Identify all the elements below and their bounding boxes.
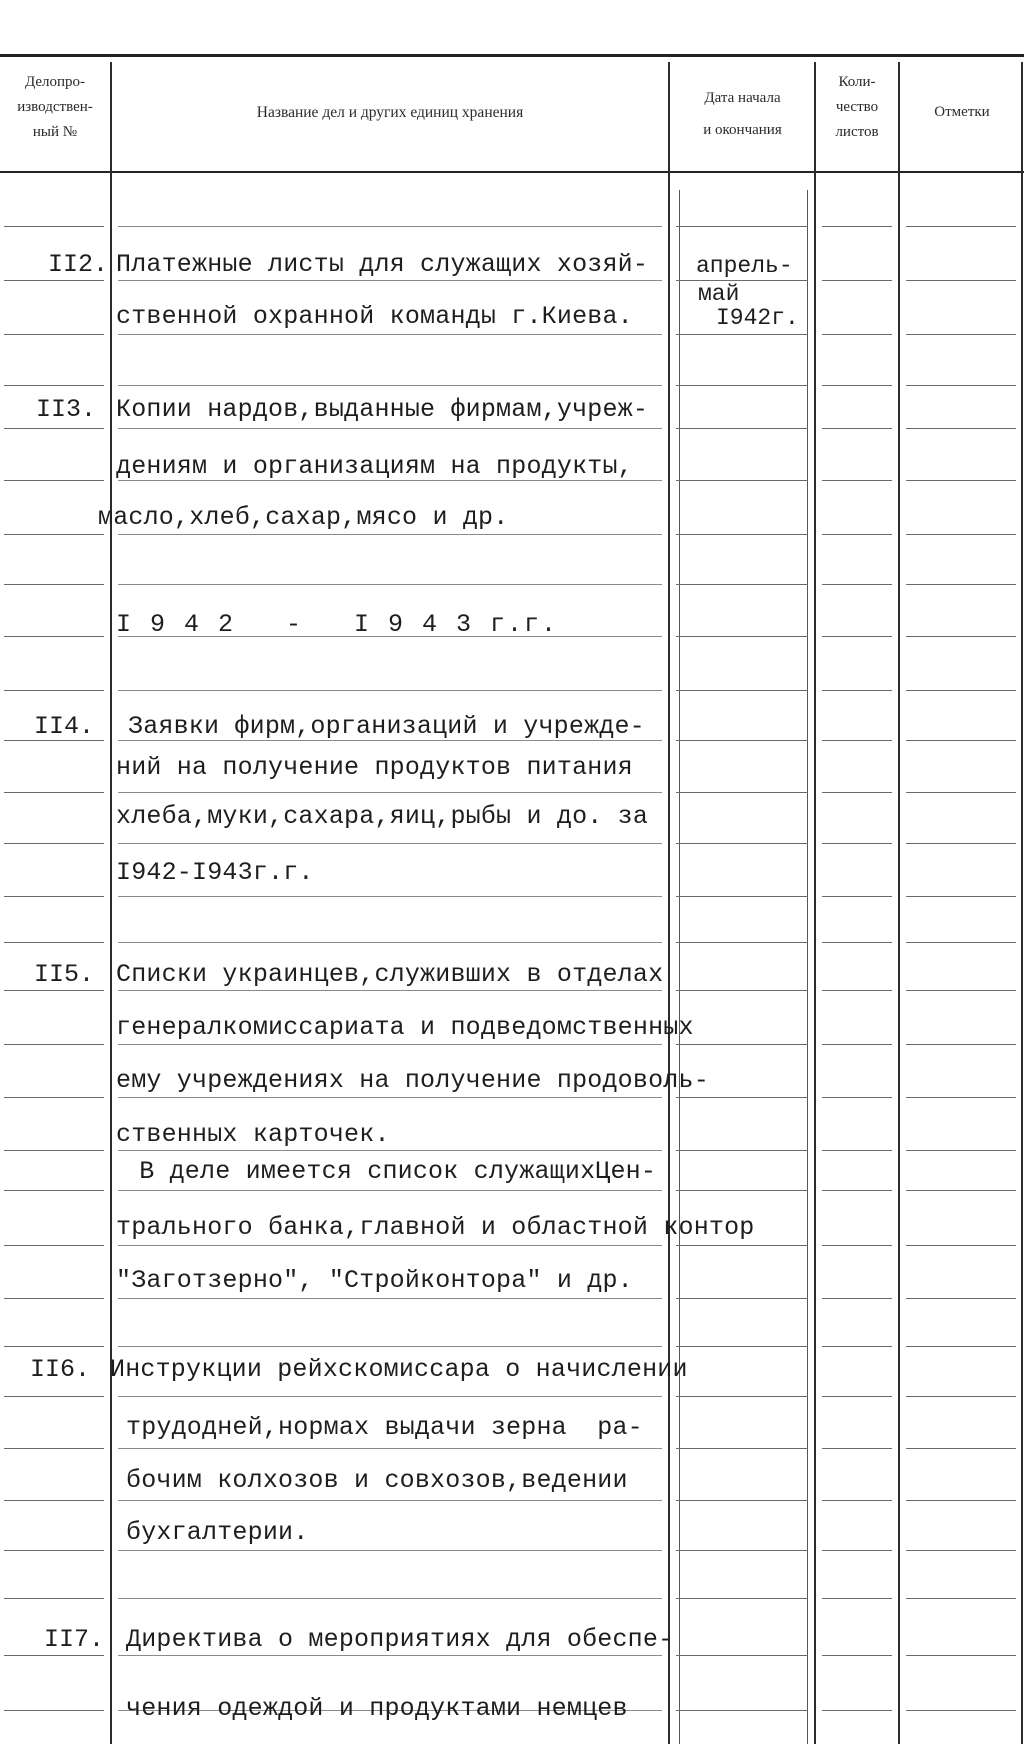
entry-text-line: ственной охранной команды г.Киева. (116, 302, 633, 331)
entry-date: апрель- (696, 253, 793, 279)
ruled-line (822, 942, 892, 943)
column-rule (1021, 62, 1023, 1744)
ruled-line (906, 990, 1016, 991)
ruled-line (118, 1190, 662, 1191)
column-rule (668, 62, 670, 1744)
entry-number: II3. (36, 395, 97, 424)
ruled-line (822, 584, 892, 585)
ruled-line (4, 385, 104, 386)
ruled-line (822, 1396, 892, 1397)
ruled-line (906, 334, 1016, 335)
ruled-line (4, 226, 104, 227)
ruled-line (118, 534, 662, 535)
ruled-line (822, 428, 892, 429)
ruled-line (906, 1150, 1016, 1151)
ruled-line (906, 1550, 1016, 1551)
ruled-line (4, 1245, 104, 1246)
ruled-line (118, 1150, 662, 1151)
entry-text-line: чения одеждой и продуктами немцев (126, 1694, 628, 1723)
ruled-line (118, 990, 662, 991)
ruled-line (118, 1550, 662, 1551)
ruled-line (4, 480, 104, 481)
ruled-line (822, 226, 892, 227)
header-number-column: Делопро- изводствен- ный № (17, 74, 93, 140)
ruled-line (118, 385, 662, 386)
ruled-line (4, 792, 104, 793)
ruled-line (822, 1346, 892, 1347)
entry-text-line: Директива о мероприятиях для обеспе- (126, 1625, 674, 1654)
ruled-line (676, 1245, 808, 1246)
ruled-line (676, 1044, 808, 1045)
ruled-line (906, 1097, 1016, 1098)
entry-date: I942г. (716, 305, 799, 331)
ruled-line (676, 1598, 808, 1599)
ruled-line (118, 690, 662, 691)
ruled-line (906, 740, 1016, 741)
ruled-line (822, 690, 892, 691)
ruled-line (676, 1710, 808, 1711)
ruled-line (906, 1245, 1016, 1246)
ruled-line (822, 896, 892, 897)
ruled-line (4, 1097, 104, 1098)
entry-text-line: Инструкции рейхскомиссара о начислении (110, 1355, 688, 1384)
ruled-line (906, 792, 1016, 793)
ruled-line (822, 1150, 892, 1151)
ruled-line (118, 1448, 662, 1449)
ruled-line (822, 534, 892, 535)
ruled-line (676, 636, 808, 637)
ruled-line (676, 1655, 808, 1656)
ruled-line (4, 690, 104, 691)
ruled-line (118, 843, 662, 844)
ruled-line (676, 280, 808, 281)
ruled-line (4, 1396, 104, 1397)
ruled-line (906, 1298, 1016, 1299)
ruled-line (4, 334, 104, 335)
ruled-line (118, 1245, 662, 1246)
entry-text-line: В деле имеется список служащихЦен- (124, 1157, 657, 1186)
ruled-line (822, 1710, 892, 1711)
ruled-line (822, 280, 892, 281)
ruled-line (676, 1550, 808, 1551)
ruled-line (822, 385, 892, 386)
entry-text-line: дениям и организациям на продукты, (116, 452, 633, 481)
entry-text-line: Копии нардов,выданные фирмам,учреж- (116, 395, 649, 424)
entry-number: II6. (30, 1355, 91, 1384)
ruled-line (822, 1448, 892, 1449)
ruled-line (4, 584, 104, 585)
ruled-line (118, 792, 662, 793)
column-rule (898, 62, 900, 1744)
entry-text-line: Заявки фирм,организаций и учрежде- (128, 712, 645, 741)
ruled-line (906, 385, 1016, 386)
ruled-line (118, 584, 662, 585)
ruled-line (906, 534, 1016, 535)
ruled-line (822, 1598, 892, 1599)
ruled-line (822, 1298, 892, 1299)
ruled-line (4, 1150, 104, 1151)
ruled-line (906, 1710, 1016, 1711)
entry-text-line: ний на получение продуктов питания (116, 753, 633, 782)
ruled-line (676, 942, 808, 943)
entry-text-line: трудодней,нормах выдачи зерна ра- (126, 1413, 643, 1442)
ruled-line (906, 690, 1016, 691)
entry-number: II7. (44, 1625, 105, 1654)
entry-text-line: I942-I943г.г. (116, 858, 314, 887)
column-rule (110, 62, 112, 1744)
column-rule (679, 190, 680, 1744)
ruled-line (676, 584, 808, 585)
entry-number: II4. (34, 712, 95, 741)
entry-number: II5. (34, 960, 95, 989)
ruled-line (118, 942, 662, 943)
ruled-line (822, 334, 892, 335)
ruled-line (118, 1655, 662, 1656)
ruled-line (4, 1598, 104, 1599)
header-dates-column: Дата начала и окончания (703, 90, 782, 138)
ruled-line (4, 896, 104, 897)
ruled-line (676, 990, 808, 991)
entry-text-line: ему учреждениях на получение продоволь- (116, 1066, 709, 1095)
ruled-line (118, 1500, 662, 1501)
ruled-line (4, 1190, 104, 1191)
ruled-line (676, 690, 808, 691)
ruled-line (4, 1655, 104, 1656)
ruled-line (676, 1448, 808, 1449)
header-bottom-rule (0, 171, 1024, 173)
ruled-line (118, 280, 662, 281)
ruled-line (822, 1097, 892, 1098)
ruled-line (4, 1710, 104, 1711)
ruled-line (906, 1044, 1016, 1045)
ruled-line (906, 226, 1016, 227)
ruled-line (822, 843, 892, 844)
entry-text-line: бухгалтерии. (126, 1518, 309, 1547)
entry-text-line: трального банка,главной и областной контор (116, 1213, 755, 1242)
ruled-line (4, 1550, 104, 1551)
ruled-line (4, 280, 104, 281)
ruled-line (118, 334, 662, 335)
ruled-line (676, 1150, 808, 1151)
ruled-line (676, 792, 808, 793)
column-rule (814, 62, 816, 1744)
ruled-line (4, 942, 104, 943)
ruled-line (676, 1500, 808, 1501)
entry-text-line: Платежные листы для служащих хозяй- (116, 250, 649, 279)
ruled-line (906, 1346, 1016, 1347)
ruled-line (906, 896, 1016, 897)
ruled-line (822, 1190, 892, 1191)
ruled-line (118, 1598, 662, 1599)
header-sheets-column: Коли- чество листов (835, 74, 879, 140)
ruled-line (906, 843, 1016, 844)
ruled-line (4, 1346, 104, 1347)
ruled-line (676, 896, 808, 897)
ruled-line (822, 1044, 892, 1045)
header-notes-column: Отметки (934, 104, 990, 120)
entry-date: май (698, 281, 740, 307)
entry-years: I 9 4 2 - I 9 4 3 г.г. (116, 610, 559, 639)
ruled-line (906, 480, 1016, 481)
ruled-line (676, 226, 808, 227)
ruled-line (4, 428, 104, 429)
ruled-line (676, 1190, 808, 1191)
ruled-line (906, 428, 1016, 429)
ruled-line (4, 1448, 104, 1449)
ruled-line (4, 1298, 104, 1299)
ruled-line (676, 334, 808, 335)
entry-number: II2. (48, 250, 109, 279)
ruled-line (4, 636, 104, 637)
ruled-line (822, 636, 892, 637)
ruled-line (822, 990, 892, 991)
ruled-line (118, 1346, 662, 1347)
ruled-line (906, 636, 1016, 637)
ruled-line (822, 1655, 892, 1656)
ruled-line (4, 990, 104, 991)
entry-text-line: хлеба,муки,сахара,яиц,рыбы и до. за (116, 802, 649, 831)
ruled-line (4, 1044, 104, 1045)
ruled-line (676, 534, 808, 535)
ruled-line (906, 1396, 1016, 1397)
header-title-column: Название дел и других единиц хранения (256, 104, 524, 121)
ruled-line (4, 843, 104, 844)
entry-text-line: генералкомиссариата и подведомственных (116, 1013, 694, 1042)
ruled-line (118, 896, 662, 897)
ruled-line (906, 1500, 1016, 1501)
ruled-line (822, 480, 892, 481)
ruled-line (822, 792, 892, 793)
ruled-line (906, 1190, 1016, 1191)
ruled-line (676, 385, 808, 386)
ruled-line (822, 740, 892, 741)
ruled-line (676, 1396, 808, 1397)
ruled-line (676, 740, 808, 741)
ruled-line (906, 1448, 1016, 1449)
ruled-line (118, 226, 662, 227)
entry-text-line: масло,хлеб,сахар,мясо и др. (98, 503, 509, 532)
ruled-line (906, 942, 1016, 943)
ruled-line (676, 1298, 808, 1299)
ruled-line (118, 1044, 662, 1045)
ruled-line (4, 1500, 104, 1501)
entry-text-line: "Заготзерно", "Стройконтора" и др. (116, 1266, 633, 1295)
ruled-line (822, 1550, 892, 1551)
ruled-line (676, 1097, 808, 1098)
ruled-line (676, 1346, 808, 1347)
ruled-line (906, 1655, 1016, 1656)
ruled-line (676, 480, 808, 481)
ruled-line (118, 1298, 662, 1299)
entry-text-line: бочим колхозов и совхозов,ведении (126, 1466, 628, 1495)
ruled-line (822, 1500, 892, 1501)
ruled-line (906, 584, 1016, 585)
entry-text-line: Списки украинцев,служивших в отделах (116, 960, 664, 989)
ruled-line (676, 843, 808, 844)
header-top-rule (0, 54, 1024, 57)
ruled-line (676, 428, 808, 429)
ruled-line (4, 534, 104, 535)
ruled-line (118, 1097, 662, 1098)
ruled-line (118, 1396, 662, 1397)
entry-text-line: ственных карточек. (116, 1120, 390, 1149)
column-rule (807, 190, 808, 1744)
ruled-line (118, 428, 662, 429)
ruled-line (906, 1598, 1016, 1599)
ruled-line (822, 1245, 892, 1246)
ruled-line (906, 280, 1016, 281)
